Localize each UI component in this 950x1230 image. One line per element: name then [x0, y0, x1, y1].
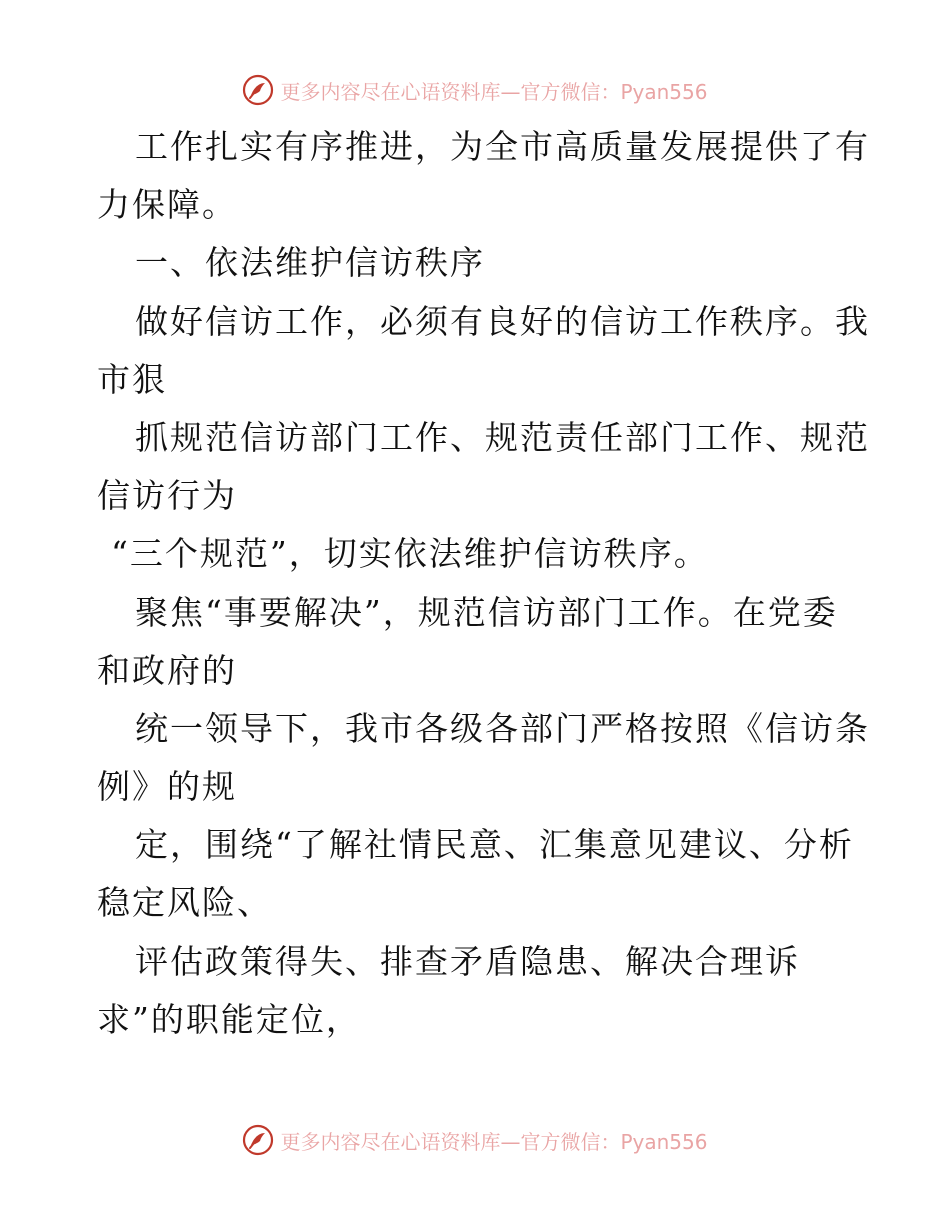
- document-body: [97, 118, 870, 1049]
- text-line: 信访行为: [97, 476, 237, 516]
- section-heading: 一、依法维护信访秩序: [135, 243, 485, 283]
- text-line: 例》的规: [97, 767, 237, 807]
- logo-icon: [242, 1124, 274, 1156]
- text-line: 聚焦“事要解决”，规范信访部门工作。在党委: [135, 592, 838, 632]
- text-line: 工作扎实有序推进，为全市高质量发展提供了有: [135, 127, 870, 166]
- text-line: 评估政策得失、排查矛盾隐患、解决合理诉: [135, 941, 800, 981]
- text-line: 稳定风险、: [97, 883, 272, 923]
- watermark-banner-top: [0, 70, 950, 110]
- text-line: “三个规范”，切实依法维护信访秩序。: [111, 534, 709, 574]
- text-line: 求”的职能定位，: [97, 999, 361, 1039]
- text-line: 统一领导下，我市各级各部门严格按照《信访条: [135, 708, 870, 748]
- watermark-text: 更多内容尽在心语资料库—官方微信：Pyan556: [280, 1129, 708, 1154]
- text-line: 力保障。: [97, 185, 237, 225]
- logo-icon: [242, 74, 274, 106]
- text-line: 和政府的: [97, 650, 237, 690]
- watermark-text: 更多内容尽在心语资料库—官方微信：Pyan556: [280, 79, 708, 104]
- watermark-banner-bottom: [0, 1120, 950, 1160]
- text-line: 抓规范信访部门工作、规范责任部门工作、规范: [135, 417, 870, 457]
- text-line: 做好信访工作，必须有良好的信访工作秩序。我: [135, 301, 870, 341]
- text-line: 市狠: [97, 359, 167, 399]
- text-line: 定，围绕“了解社情民意、汇集意见建议、分析: [135, 825, 854, 865]
